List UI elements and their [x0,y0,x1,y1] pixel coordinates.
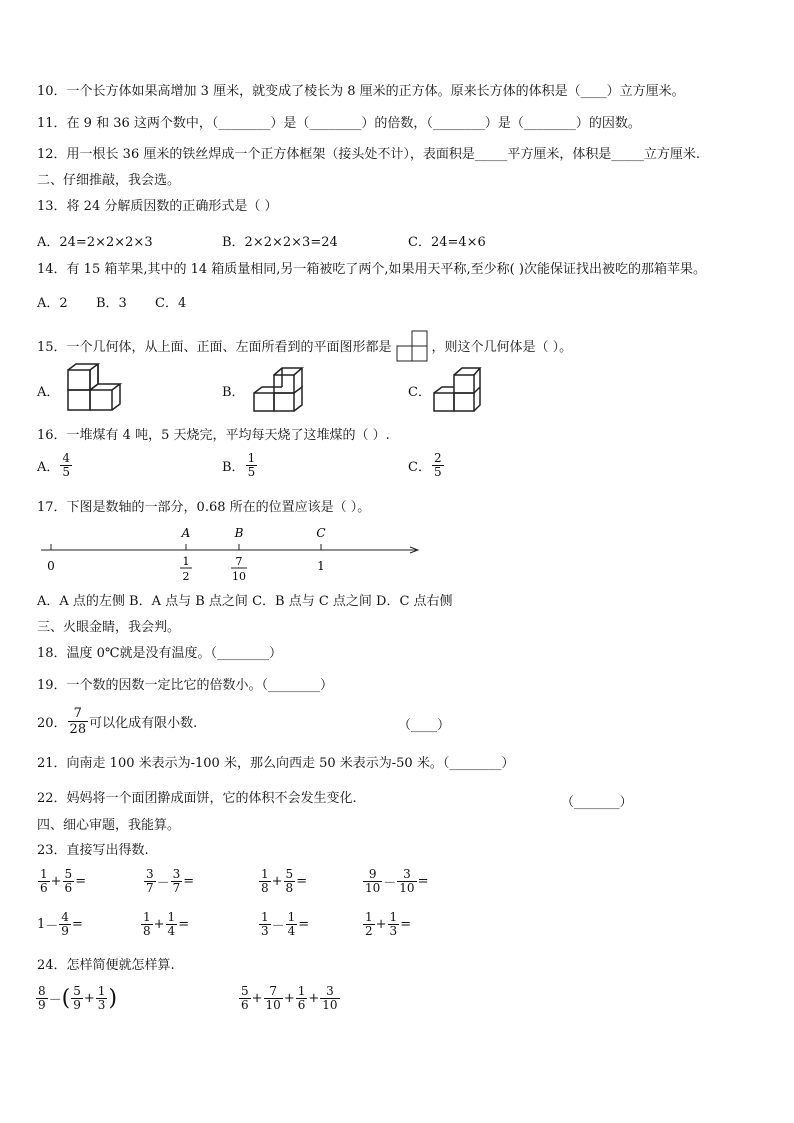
q23-expr-2: $\frac{3}{7}$ － $\frac{3}{7}$ = [146,867,195,895]
tick-label-half-n: 1 [182,555,190,568]
question-17: 17．下图是数轴的一部分，0.68 所在的位置应该是（ ）。 [37,500,371,515]
q16-option-a [37,452,73,479]
q16-option-b-label: B． [222,460,245,475]
q23-expr-1: $\frac{1}{6}$ + $\frac{5}{6}$ = [40,867,87,895]
question-18: 18．温度 0℃就是没有温度。（________） [37,646,282,661]
q16-option-b [222,452,258,479]
q23-expr-3: $\frac{1}{8}$ + $\frac{5}{8}$ = [261,867,308,895]
q14-option-a: A．2 [37,296,68,311]
q24-expr-1: $\frac{8}{9}$ －( $\frac{5}{9}$ + $\frac{1}{3}$ ) [38,984,118,1012]
point-a-label: A [181,526,191,540]
q16-option-b-fraction: $\frac{1}{5}$ [247,451,256,479]
question-10: 10．一个长方体如果高增加 3 厘米，就变成了棱长为 8 厘米的正方体。原来长方体的体积是（____）立方厘米。 [37,84,685,99]
q13-option-b: B．2×2×2×3=24 [222,235,338,250]
point-c-label: C [316,526,326,540]
q15-text-b: ，则这个几何体是（ ）。 [431,340,573,355]
question-19: 19．一个数的因数一定比它的倍数小。（________） [37,678,334,693]
q20-fraction: $\frac{7}{28}$ [69,706,87,737]
question-14: 14．有 15 箱苹果,其中的 14 箱质量相同,另一箱被吃了两个,如果用天平称,至少称( )次能保证找出被吃的那箱苹果。 [37,262,706,277]
q16-option-a-fraction: $\frac{4}{5}$ [62,451,71,479]
q20-number: 20． [37,716,67,731]
q17-options: A．A 点的左侧 B．A 点与 B 点之间 C．B 点与 C 点之间 D．C 点右侧 [37,594,453,609]
question-22: 22．妈妈将一个面团擀成面饼，它的体积不会发生变化. [37,791,357,806]
q15-option-a-label: A． [37,385,60,400]
q15-option-b-cubes [252,363,318,413]
q22-answer-paren: （_______） [561,795,633,810]
q23-expr-5: 1－ $\frac{4}{9}$ = [37,910,83,938]
q20-text: 可以化成有限小数. [89,716,198,731]
number-line [36,522,436,587]
section-4-heading: 四、细心审题，我能算。 [37,818,181,833]
q16-option-c-label: C． [408,460,431,475]
tick-label-seven-tenths-n: 7 [235,555,243,568]
q15-option-c-cubes [432,363,482,413]
q14-option-c: C．4 [155,296,187,311]
q16-option-c [408,452,445,479]
question-15 [37,329,572,363]
section-3-heading: 三、火眼金睛，我会判。 [37,620,181,635]
tick-label-one: 1 [317,559,325,573]
section-2-heading: 二、仔细推敲，我会选。 [37,173,181,188]
q15-option-c-label: C． [408,385,431,400]
q16-option-a-label: A． [37,460,60,475]
question-21: 21．向南走 100 米表示为-100 米，那么向西走 50 米表示为-50 米。（________） [37,756,515,771]
question-11: 11．在 9 和 36 这两个数中，（________）是（________）的倍数，（________）是（________）的因数。 [37,116,641,131]
q14-option-b: B．3 [96,296,127,311]
question-16: 16．一堆煤有 4 吨，5 天烧完，平均每天烧了这堆煤的（ ）. [37,428,390,443]
question-24: 24．怎样简便就怎样算. [37,958,175,973]
tick-label-zero: 0 [47,559,55,573]
question-13: 13．将 24 分解质因数的正确形式是（ ） [37,199,278,214]
q23-expr-8: $\frac{1}{2}$ + $\frac{1}{3}$ = [365,910,412,938]
q15-text-a: 15．一个几何体，从上面、正面、左面所看到的平面图形都是 [37,340,392,355]
q13-option-a: A．24=2×2×2×3 [37,235,153,250]
q23-expr-7: $\frac{1}{3}$ － $\frac{1}{4}$ = [261,910,310,938]
view-shape-figure [395,329,429,363]
question-20 [37,706,197,737]
point-b-label: B [234,526,244,540]
tick-label-seven-tenths-d: 10 [232,570,246,583]
q24-expr-2: $\frac{5}{6}$ + $\frac{7}{10}$ + $\frac{1}{6}$ + $\frac{3}{10}$ [241,984,338,1012]
q16-option-c-fraction: $\frac{2}{5}$ [433,451,442,479]
q23-expr-6: $\frac{1}{8}$ + $\frac{1}{4}$ = [143,910,190,938]
tick-label-half-d: 2 [182,570,190,583]
question-12: 12．用一根长 36 厘米的铁丝焊成一个正方体框架（接头处不计），表面积是_____平方厘米，体积是_____立方厘米. [37,147,700,162]
q23-expr-4: $\frac{9}{10}$ － $\frac{3}{10}$ = [365,867,429,895]
question-23: 23．直接写出得数. [37,843,149,858]
q13-option-c: C．24=4×6 [408,235,486,250]
q20-answer-paren: （____） [398,718,451,733]
q15-option-b-label: B． [222,385,245,400]
q15-option-a-cubes [64,362,132,412]
